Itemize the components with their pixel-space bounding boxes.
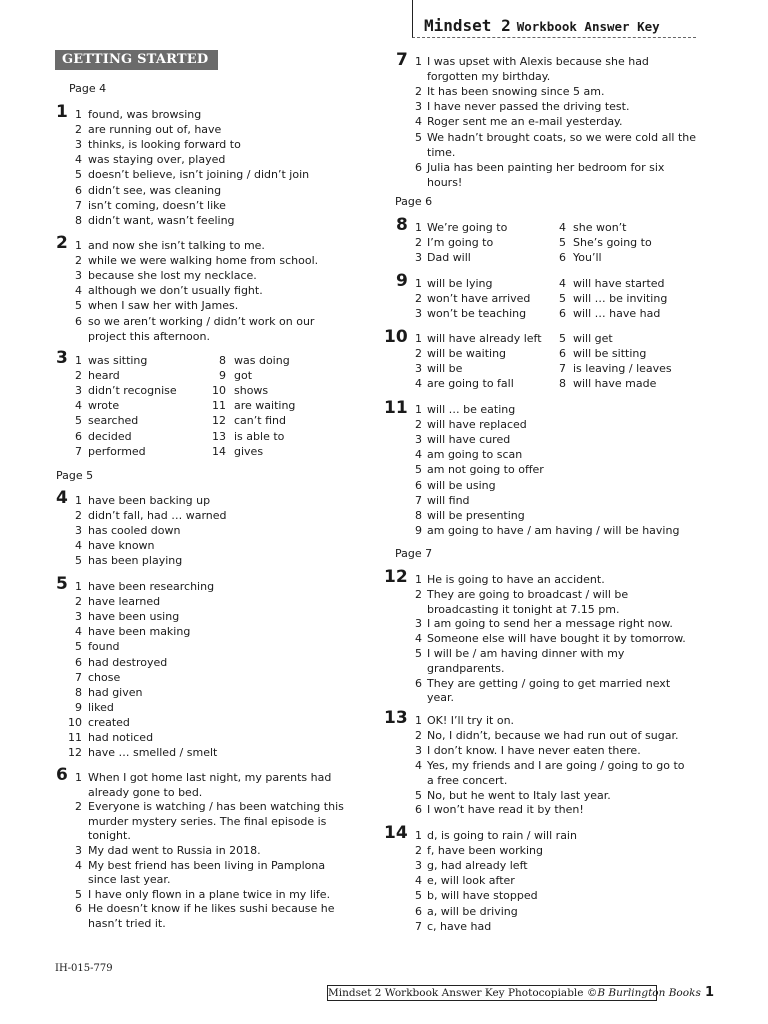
answer-number: 1	[75, 494, 82, 507]
answer-number: 11	[68, 731, 82, 744]
answer-text: a free concert.	[427, 773, 508, 787]
answer-number: 2	[75, 595, 82, 609]
answer-number: 1	[75, 771, 82, 784]
answer-number: 5	[559, 332, 566, 345]
answer-text: has cooled down	[88, 524, 181, 538]
answer-text: She’s going to	[573, 236, 652, 250]
document-code: IH-015-779	[55, 963, 113, 974]
answer-text: will get	[573, 332, 613, 345]
answer-text: she won’t	[573, 221, 627, 234]
answer-text: thinks, is looking forward to	[88, 138, 241, 152]
answer-text: will … have had	[573, 307, 661, 321]
answer-text: doesn’t believe, isn’t joining / didn’t join	[88, 168, 310, 182]
answer-number: 3	[75, 384, 82, 398]
answer-text: searched	[88, 414, 139, 428]
answer-text: isn’t coming, doesn’t like	[88, 198, 226, 212]
answer-text: had destroyed	[88, 655, 168, 669]
answer-number: 3	[415, 307, 422, 321]
answer-number: 2	[415, 292, 422, 306]
answer-number: 5	[75, 887, 82, 901]
answer-text: They are going to broadcast / will be	[427, 587, 629, 601]
exercise-number: 3	[56, 348, 68, 368]
header-title	[424, 16, 660, 35]
answer-text: found, was browsing	[88, 108, 202, 121]
answer-text: will have cured	[427, 433, 511, 447]
answer-number: 5	[415, 463, 422, 477]
answer-number: 1	[415, 332, 422, 345]
answer-text: are running out of, have	[88, 123, 222, 137]
answer-text: Julia has been painting her bedroom for six	[427, 160, 665, 174]
answer-text: b, will have stopped	[427, 889, 538, 903]
answer-text: liked	[88, 700, 114, 714]
answer-number: 6	[415, 160, 422, 174]
answer-text: When I got home last night, my parents had	[88, 771, 332, 784]
answer-number: 4	[75, 399, 82, 413]
answer-number: 4	[559, 221, 566, 234]
answer-text: although we don’t usually fight.	[88, 284, 263, 298]
answer-text: will have started	[573, 277, 665, 290]
answer-number: 8	[219, 354, 226, 367]
page-label: Page 4	[69, 82, 107, 95]
answer-number: 2	[415, 418, 422, 432]
answer-number: 5	[75, 554, 82, 568]
answer-text: I have never passed the driving test.	[427, 100, 630, 114]
answer-text: Yes, my friends and I are going / going to go to	[427, 758, 685, 772]
answer-text: will have replaced	[427, 418, 527, 432]
answer-number: 6	[415, 676, 422, 690]
answer-text: g, had already left	[427, 859, 528, 873]
page-label: Page 7	[395, 547, 433, 560]
publisher-name: B Burlington Books	[597, 987, 701, 999]
answer-text: created	[88, 715, 130, 729]
answer-text: We hadn’t brought coats, so we were cold all the	[427, 130, 696, 144]
answer-number: 6	[559, 251, 566, 265]
answer-number: 7	[559, 362, 566, 376]
answer-number: 7	[415, 493, 422, 507]
answer-number: 6	[559, 307, 566, 321]
answer-number: 5	[415, 788, 422, 802]
answer-number: 3	[75, 524, 82, 538]
answer-number: 8	[559, 377, 566, 391]
answer-number: 6	[75, 429, 82, 443]
answer-number: 5	[415, 889, 422, 903]
answer-text: am going to have / am having / will be having	[427, 523, 680, 537]
answer-text: was staying over, played	[88, 153, 226, 167]
answer-number: 5	[75, 299, 82, 313]
answer-text: can’t find	[234, 414, 286, 428]
answer-text: have known	[88, 539, 155, 553]
answer-text: didn’t see, was cleaning	[88, 183, 222, 197]
answer-number: 3	[75, 610, 82, 624]
answer-text: heard	[88, 369, 120, 383]
answer-number: 6	[415, 803, 422, 817]
answer-number: 12	[68, 746, 82, 760]
answer-number: 4	[415, 874, 422, 888]
answer-number: 6	[415, 478, 422, 492]
answer-text: since last year.	[88, 873, 171, 887]
answer-number: 1	[415, 277, 422, 290]
answer-text: have … smelled / smelt	[88, 746, 218, 760]
answer-text: I will be / am having dinner with my	[427, 647, 625, 660]
answer-number: 6	[75, 902, 82, 916]
exercise-number: 6	[56, 765, 68, 785]
answer-text: year.	[427, 691, 455, 705]
answer-number: 8	[415, 508, 422, 522]
answer-text: didn’t recognise	[88, 384, 177, 398]
answer-text: will be lying	[427, 277, 493, 290]
exercise-number: 7	[396, 50, 408, 70]
answer-number: 1	[415, 55, 422, 68]
answer-text: I don’t know. I have never eaten there.	[427, 743, 641, 757]
answer-number: 5	[75, 414, 82, 428]
answer-text: will be waiting	[427, 347, 507, 361]
answer-number: 4	[415, 632, 422, 646]
answer-number: 6	[415, 904, 422, 918]
answer-number: 7	[75, 670, 82, 684]
answer-text: is leaving / leaves	[573, 362, 672, 376]
answer-text: OK! I’ll try it on.	[427, 714, 515, 727]
answer-number: 6	[75, 314, 82, 328]
answer-text: You’ll	[573, 251, 602, 265]
answer-number: 7	[415, 919, 422, 933]
answer-number: 2	[75, 369, 82, 383]
exercise-number: 10	[384, 327, 408, 347]
answer-number: 4	[75, 284, 82, 298]
exercise-number: 9	[396, 271, 408, 291]
answer-text: f, have been working	[427, 844, 543, 858]
answer-number: 5	[75, 640, 82, 654]
answer-text: hours!	[427, 175, 463, 189]
answer-text: tonight.	[88, 829, 131, 843]
answer-number: 5	[75, 168, 82, 182]
answer-number: 3	[415, 433, 422, 447]
exercise-number: 12	[384, 567, 408, 587]
answer-text: have learned	[88, 595, 161, 609]
answer-number: 3	[415, 362, 422, 376]
answer-number: 6	[75, 183, 82, 197]
answer-number: 1	[75, 239, 82, 252]
answer-number: 2	[75, 800, 82, 814]
answer-text: murder mystery series. The final episode is	[88, 814, 327, 828]
answer-text: are waiting	[234, 399, 296, 413]
answer-text: is able to	[234, 429, 285, 443]
answer-number: 3	[75, 844, 82, 857]
answer-text: Someone else will have bought it by tomorrow.	[427, 632, 686, 646]
answer-number: 2	[75, 123, 82, 137]
answer-number: 3	[415, 251, 422, 265]
answer-number: 6	[559, 347, 566, 361]
answer-text: My best friend has been living in Pamplona	[88, 858, 326, 872]
answer-number: 3	[415, 859, 422, 873]
answer-text: because she lost my necklace.	[88, 269, 257, 283]
answer-text: will be	[427, 362, 463, 376]
answer-text: had noticed	[88, 731, 154, 744]
answer-text: broadcasting it tonight at 7.15 pm.	[427, 602, 620, 616]
answer-number: 3	[75, 269, 82, 283]
answer-number: 3	[415, 100, 422, 114]
answer-text: e, will look after	[427, 874, 515, 888]
answer-number: 9	[75, 700, 82, 714]
answer-text: No, but he went to Italy last year.	[427, 788, 611, 802]
answer-text: They are getting / going to get married next	[427, 676, 671, 690]
answer-text: time.	[427, 145, 456, 159]
answer-text: forgotten my birthday.	[427, 70, 551, 84]
answer-text: Roger sent me an e-mail yesterday.	[427, 115, 623, 129]
answer-number: 4	[75, 153, 82, 167]
page-label: Page 6	[395, 195, 433, 208]
answer-number: 1	[75, 580, 82, 593]
answer-number: 9	[219, 369, 226, 383]
answer-text: I won’t have read it by then!	[427, 803, 584, 817]
exercise-number: 14	[384, 823, 408, 843]
answer-text: will find	[427, 493, 470, 507]
answer-text: will be using	[427, 478, 496, 492]
header-title-main: Mindset 2	[424, 16, 511, 35]
answer-number: 14	[212, 444, 226, 458]
answer-number: 1	[415, 714, 422, 727]
answer-number: 4	[415, 448, 422, 462]
answer-text: am not going to offer	[427, 463, 544, 477]
answer-number: 9	[415, 523, 422, 537]
answer-number: 1	[415, 403, 422, 416]
answer-text: found	[88, 640, 120, 654]
answer-text: d, is going to rain / will rain	[427, 829, 577, 842]
answer-text: c, have had	[427, 919, 492, 933]
answer-number: 1	[415, 829, 422, 842]
answer-number: 1	[415, 573, 422, 586]
answer-number: 4	[415, 115, 422, 129]
answer-text: chose	[88, 670, 121, 684]
answer-number: 1	[75, 108, 82, 121]
answer-text: when I saw her with James.	[88, 299, 239, 313]
answer-number: 1	[415, 221, 422, 234]
answer-text: was doing	[234, 354, 290, 367]
answer-text: have been researching	[88, 580, 215, 593]
answer-number: 4	[75, 539, 82, 553]
answer-number: 2	[415, 728, 422, 742]
answer-text: will … be inviting	[573, 292, 668, 306]
answer-text: have been using	[88, 610, 180, 624]
answer-text: gives	[234, 444, 264, 458]
header-title-sub: Workbook Answer Key	[516, 19, 660, 34]
answer-text: was sitting	[88, 354, 148, 367]
answer-number: 10	[68, 715, 82, 729]
answer-text: Everyone is watching / has been watching this	[88, 800, 344, 814]
answer-number: 4	[75, 858, 82, 872]
answer-number: 5	[415, 647, 422, 660]
answer-text: shows	[234, 384, 269, 398]
exercise-number: 1	[56, 102, 68, 122]
answer-number: 3	[75, 138, 82, 152]
answer-number: 12	[212, 414, 226, 428]
answer-text: decided	[88, 429, 132, 443]
answer-number: 3	[415, 617, 422, 631]
exercise-number: 8	[396, 215, 408, 235]
answer-number: 2	[415, 85, 422, 99]
answer-number: 5	[559, 292, 566, 306]
answer-number: 4	[559, 277, 566, 290]
answer-number: 1	[75, 354, 82, 367]
page-label: Page 5	[56, 469, 94, 482]
answer-number: 7	[75, 198, 82, 212]
answer-number: 2	[75, 254, 82, 268]
answer-text: I am going to send her a message right now.	[427, 617, 673, 631]
answer-number: 2	[415, 587, 422, 601]
answer-text: He doesn’t know if he likes sushi because he	[88, 902, 335, 916]
answer-text: am going to scan	[427, 448, 523, 462]
answer-text: I was upset with Alexis because she had	[427, 55, 649, 68]
answer-text: will be sitting	[573, 347, 647, 361]
answer-text: grandparents.	[427, 661, 505, 675]
answer-number: 13	[212, 429, 226, 443]
exercise-number: 13	[384, 708, 408, 728]
answer-text: already gone to bed.	[88, 785, 203, 799]
section-banner: GETTING STARTED	[55, 50, 218, 70]
answer-number: 4	[75, 625, 82, 639]
answer-number: 2	[415, 236, 422, 250]
answer-text: won’t have arrived	[427, 292, 531, 306]
exercise-number: 2	[56, 233, 68, 253]
answer-text: and now she isn’t talking to me.	[88, 239, 265, 252]
answer-text: have been making	[88, 625, 191, 639]
exercise-number: 11	[384, 398, 408, 418]
answer-number: 8	[75, 685, 82, 699]
answer-text: a, will be driving	[427, 904, 518, 918]
answer-text: has been playing	[88, 554, 183, 568]
answer-text: We’re going to	[427, 221, 508, 234]
answer-text: project this afternoon.	[88, 329, 210, 343]
answer-number: 5	[559, 236, 566, 250]
answer-number: 2	[75, 509, 82, 523]
answer-number: 2	[415, 347, 422, 361]
answer-text: hasn’t tried it.	[88, 917, 166, 930]
answer-text: had given	[88, 685, 143, 699]
answer-number: 2	[415, 844, 422, 858]
answer-text: Dad will	[427, 251, 471, 265]
answer-text: will have made	[573, 377, 657, 391]
page-number: 1	[705, 985, 715, 1000]
answer-text: will have already left	[427, 332, 542, 345]
answer-number: 3	[415, 743, 422, 757]
answer-number: 10	[212, 384, 226, 398]
answer-number: 8	[75, 213, 82, 227]
exercise-number: 5	[56, 574, 68, 594]
answer-text: while we were walking home from school.	[88, 254, 319, 268]
answer-number: 4	[415, 377, 422, 391]
answer-text: will be presenting	[427, 508, 525, 522]
footer-text: Mindset 2 Workbook Answer Key Photocopiable ©	[328, 987, 598, 999]
answer-number: 7	[75, 444, 82, 458]
answer-text: He is going to have an accident.	[427, 573, 605, 586]
answer-number: 11	[212, 399, 226, 413]
answer-text: so we aren’t working / didn’t work on our	[88, 314, 315, 328]
answer-text: performed	[88, 444, 146, 458]
answer-text: have been backing up	[88, 494, 211, 507]
answer-text: didn’t want, wasn’t feeling	[88, 213, 235, 227]
answer-text: My dad went to Russia in 2018.	[88, 844, 261, 857]
footer-credit	[327, 985, 701, 1001]
answer-text: It has been snowing since 5 am.	[427, 85, 605, 99]
answer-text: wrote	[88, 399, 120, 413]
answer-text: won’t be teaching	[427, 307, 527, 321]
answer-number: 5	[415, 130, 422, 144]
exercise-number: 4	[56, 488, 68, 508]
answer-text: didn’t fall, had … warned	[88, 509, 227, 523]
answer-text: No, I didn’t, because we had run out of sugar.	[427, 728, 679, 742]
answer-text: will … be eating	[427, 403, 516, 416]
answer-text: are going to fall	[427, 377, 514, 391]
answer-number: 6	[75, 655, 82, 669]
answer-text: got	[234, 369, 253, 383]
answer-number: 4	[415, 758, 422, 772]
answer-text: I have only flown in a plane twice in my life.	[88, 887, 331, 901]
answer-text: I’m going to	[427, 236, 494, 250]
